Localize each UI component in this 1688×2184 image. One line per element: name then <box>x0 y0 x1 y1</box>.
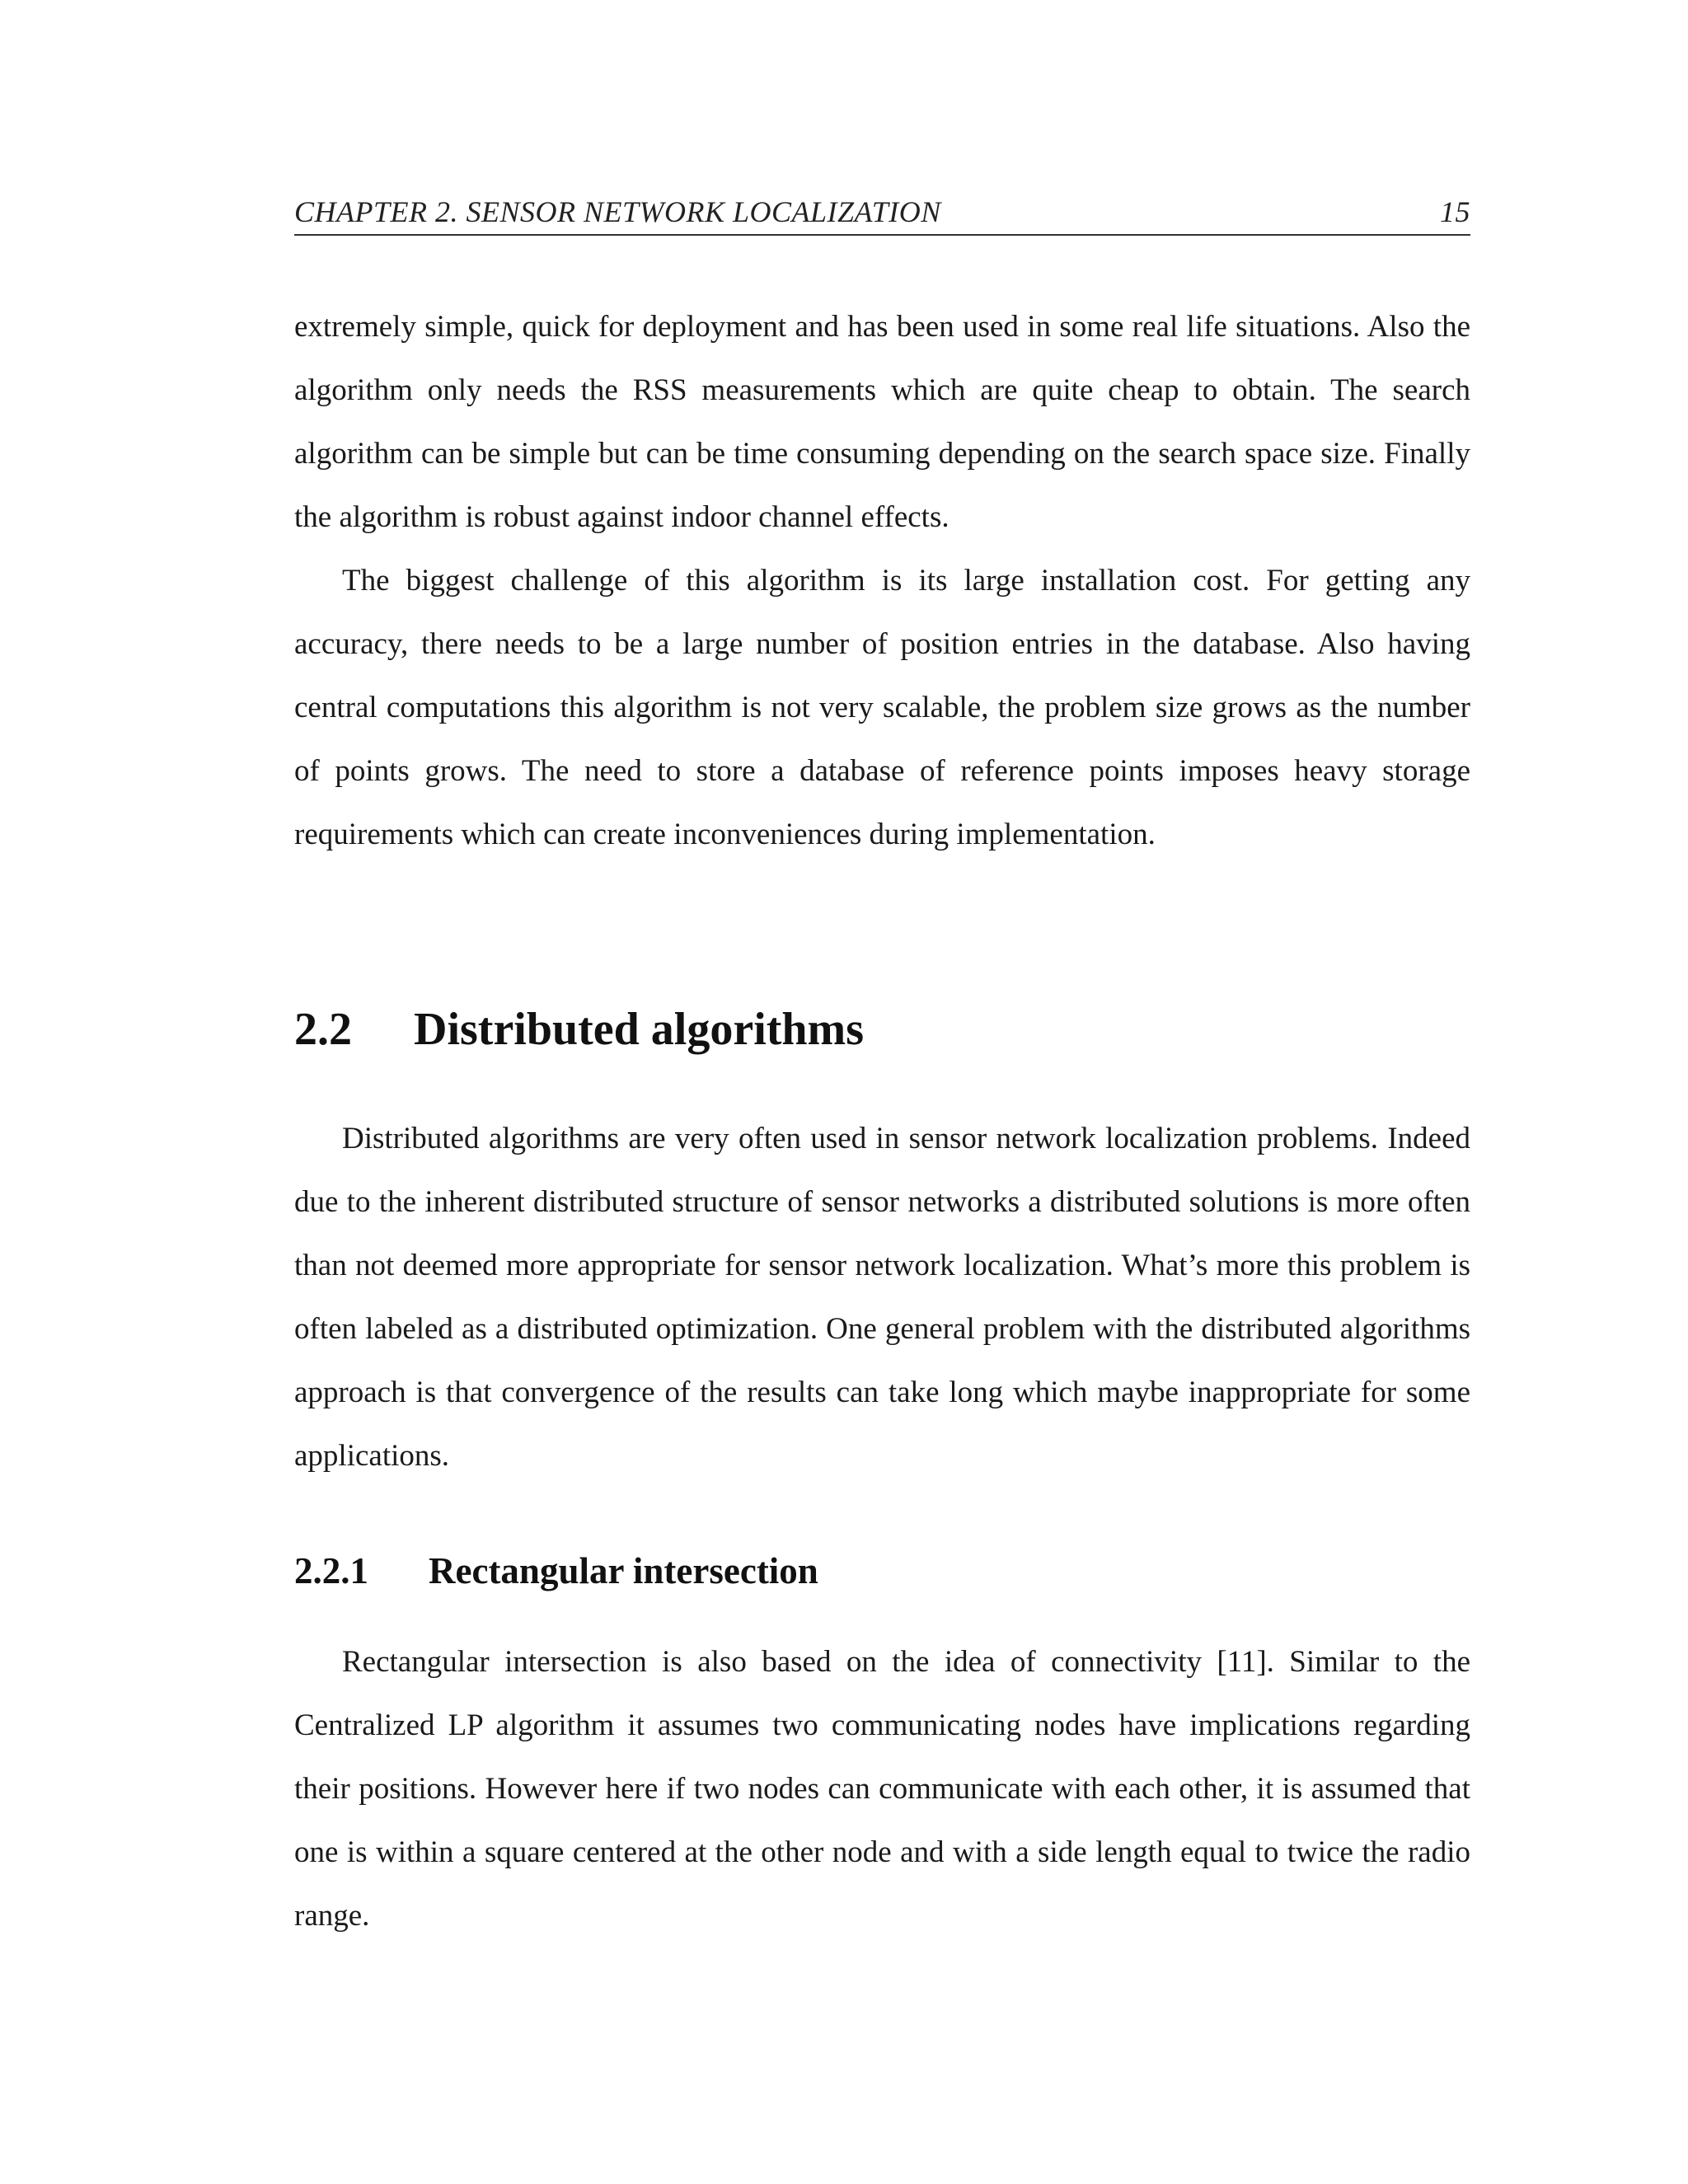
running-header <box>294 188 1470 236</box>
subsection-body <box>294 1630 1470 1947</box>
page-number: 15 <box>1440 195 1470 228</box>
subsection-heading <box>294 1549 818 1592</box>
section-title: Distributed algorithms <box>414 1004 864 1055</box>
paragraph: Rectangular intersection is also based on the idea of connectivity [11]. Similar to the Centralized LP algorithm it assumes two communicating nodes have implications regarding their positions. However here if two nodes can communicate with each other, it is assumed that one is within a square centered at the other node and with a side length equal to twice the radio range. <box>294 1645 1470 1933</box>
subsection-number: 2.2.1 <box>294 1550 368 1591</box>
body-text-top <box>294 295 1470 866</box>
subsection-title: Rectangular intersection <box>429 1550 818 1591</box>
chapter-title: CHAPTER 2. SENSOR NETWORK LOCALIZATION <box>294 195 941 228</box>
paragraph: Distributed algorithms are very often used in sensor network localization problems. Indeed due to the inherent distributed structure of sensor networks a distributed solutions is more often than not deemed more appropriate for sensor network localization. What’s more this problem is often labeled as a distributed optimization. One general problem with the distributed algorithms approach is that convergence of the results can take long which maybe inappropriate for some applications. <box>294 1122 1470 1473</box>
section-body <box>294 1107 1470 1488</box>
paragraph: extremely simple, quick for deployment and has been used in some real life situations. Also the algorithm only needs the RSS measurements which are quite cheap to obtain. The search algorithm can be simple but can be time consuming depending on the search space size. Finally the algorithm is robust against indoor channel effects. <box>294 310 1470 534</box>
paragraph: The biggest challenge of this algorithm is its large installation cost. For getting any accuracy, there needs to be a large number of position entries in the database. Also having central computations this algorithm is not very scalable, the problem size grows as the number of points grows. The need to store a database of reference points imposes heavy storage requirements which can create inconveniences during implementation. <box>294 564 1470 851</box>
section-heading <box>294 1003 864 1056</box>
section-number: 2.2 <box>294 1004 352 1055</box>
